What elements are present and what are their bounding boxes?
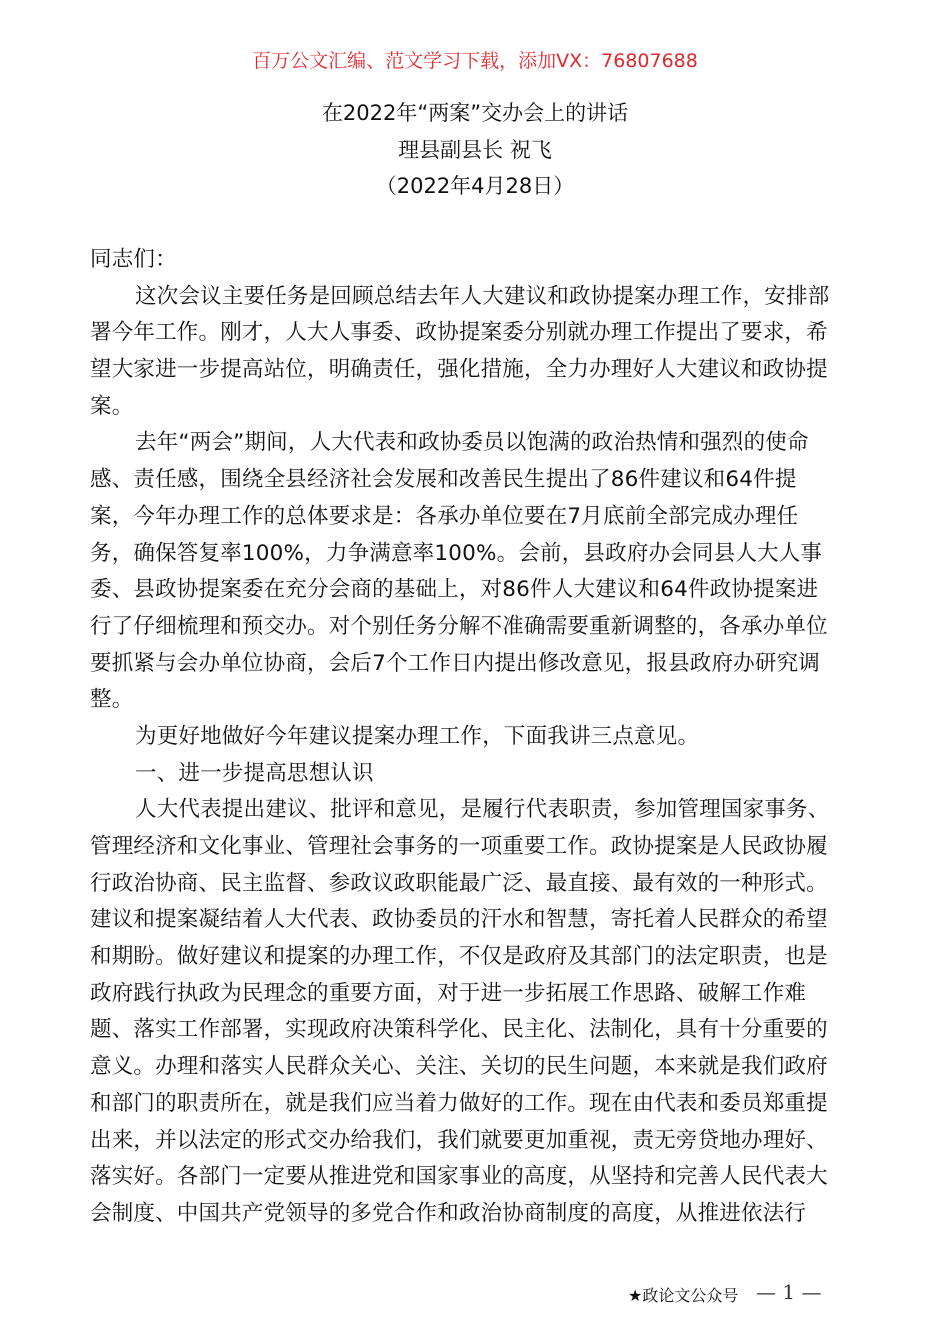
text-line: 和期盼。做好建议和提案的办理工作，不仅是政府及其部门的法定职责，也是: [90, 944, 828, 970]
text-line: 行政治协商、民主监督、参政议政职能最广泛、最直接、最有效的一种形式。: [90, 870, 828, 896]
paragraph: [90, 425, 860, 719]
text-line: 会制度、中国共产党领导的多党合作和政治协商制度的高度，从推进依法行: [90, 1200, 807, 1226]
text-line: 这次会议主要任务是回顾总结去年人大建议和政协提案办理工作，安排部: [135, 283, 830, 309]
paragraph: [90, 756, 860, 793]
date-line: （2022年4月28日）: [375, 174, 575, 198]
text-line: 委、县政协提案委在充分会商的基础上，对86件人大建议和64件政协提案进: [90, 577, 819, 603]
paragraph: [90, 719, 860, 756]
text-line: 和部门的职责所在，就是我们应当着力做好的工作。现在由代表和委员郑重提: [90, 1090, 828, 1116]
text-line: 建议和提案凝结着人大代表、政协委员的汗水和智慧，寄托着人民群众的希望: [90, 907, 828, 933]
text-line: 人大代表提出建议、批评和意见，是履行代表职责，参加管理国家事务、: [135, 797, 830, 823]
text-line: 署今年工作。刚才，人大人事委、政协提案委分别就办理工作提出了要求，希: [90, 320, 828, 346]
footer-label: ★政论文公众号: [628, 1286, 739, 1305]
text-line: 务，确保答复率100%，力争满意率100%。会前，县政府办会同县人大人事: [90, 540, 823, 566]
text-line: 落实好。各部门一定要从推进党和国家事业的高度，从坚持和完善人民代表大: [90, 1164, 828, 1190]
paragraph: [90, 279, 860, 426]
text-line: 意义。办理和落实人民群众关心、关注、关切的民生问题，本来就是我们政府: [90, 1054, 828, 1080]
text-line: 出来，并以法定的形式交办给我们，我们就要更加重视，责无旁贷地办理好、: [90, 1127, 828, 1153]
paragraph: [90, 242, 860, 279]
text-line: 管理经济和文化事业、管理社会事务的一项重要工作。政协提案是人民政协履: [90, 834, 828, 859]
document-body: [90, 242, 860, 1233]
page-number: — 1 —: [756, 1280, 822, 1304]
author-line: 理县副县长 祝飞: [398, 138, 552, 162]
text-line: 题、落实工作部署，实现政府决策科学化、民主化、法制化，具有十分重要的: [90, 1017, 828, 1043]
text-line: 望大家进一步提高站位，明确责任，强化措施，全力办理好人大建议和政协提: [90, 357, 828, 383]
text-line: 案，今年办理工作的总体要求是：各承办单位要在7月底前全部完成办理任: [90, 503, 799, 529]
document-title: 在2022年“两案”交办会上的讲话: [321, 101, 629, 125]
text-line: 行了仔细梳理和预交办。对个别任务分解不准确需要重新调整的，各承办单位: [90, 613, 828, 639]
paragraph: [90, 792, 860, 1232]
text-line: 要抓紧与会办单位协商，会后7个工作日内提出修改意见，报县政府办研究调: [90, 650, 820, 676]
watermark-text: 百万公文汇编、范文学习下载，添加VX：76807688: [252, 50, 698, 72]
text-line: 案。: [90, 393, 134, 419]
text-line: 感、责任感，围绕全县经济社会发展和改善民生提出了86件建议和64件提: [90, 467, 797, 493]
text-line: 一、进一步提高思想认识: [135, 760, 374, 786]
text-line: 同志们：: [90, 247, 177, 272]
text-line: 去年“两会”期间，人大代表和政协委员以饱满的政治热情和强烈的使命: [135, 430, 809, 456]
text-line: 政府践行执政为民理念的重要方面，对于进一步拓展工作思路、破解工作难: [90, 980, 807, 1006]
text-line: 整。: [90, 687, 134, 713]
text-line: 为更好地做好今年建议提案办理工作，下面我讲三点意见。: [135, 723, 700, 749]
